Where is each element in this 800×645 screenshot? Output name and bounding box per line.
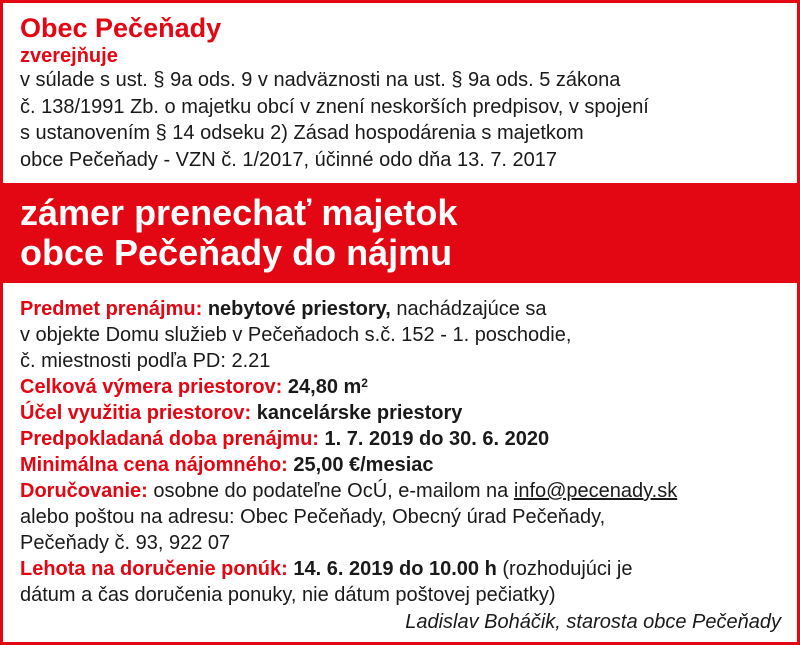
delivery-text: osobne do podateľne OcÚ, e-mailom na xyxy=(153,480,509,502)
purpose-label: Účel využitia priestorov: xyxy=(20,402,252,424)
legal-basis-line: obce Pečeňady - VZN č. 1/2017, účinné odo dňa 13. 7. 2017 xyxy=(20,148,558,171)
deadline-value: 14. 6. 2019 do 10.00 h xyxy=(293,558,497,580)
deadline-row xyxy=(20,556,787,582)
price-value: 25,00 €/mesiac xyxy=(293,454,434,476)
delivery-row xyxy=(20,478,787,504)
signature: Ladislav Boháčik, starosta obce Pečeňady xyxy=(405,611,781,633)
area-label: Celková výmera priestorov: xyxy=(20,376,283,398)
legal-basis-line: v súlade s ust. § 9a ods. 9 v nadväznosti na ust. § 9a ods. 5 zákona xyxy=(20,69,621,91)
delivery-address: alebo poštou na adresu: Obec Pečeňady, Obecný úrad Pečeňady, xyxy=(20,506,606,528)
banner-title-line: zámer prenechať majetok xyxy=(20,192,458,233)
purpose-value: kancelárske priestory xyxy=(256,402,463,424)
deadline-note: (rozhodujúci je xyxy=(502,558,633,580)
banner-title-line: obce Pečeňady do nájmu xyxy=(20,232,453,273)
legal-basis-line: č. 138/1991 Zb. o majetku obcí v znení neskorších predpisov, v spojení xyxy=(20,95,649,118)
deadline-note-continued: dátum a čas doručenia ponuky, nie dátum poštovej pečiatky) xyxy=(20,584,556,606)
notice-header xyxy=(20,11,787,173)
intent-banner xyxy=(3,183,797,283)
area-row xyxy=(20,374,787,400)
subject-room: č. miestnosti podľa PD: 2.21 xyxy=(20,350,271,372)
area-number: 24,80 m xyxy=(287,376,362,398)
lease-details xyxy=(20,296,787,608)
period-label: Predpokladaná doba prenájmu: xyxy=(20,428,319,450)
publishes-verb: zverejňuje xyxy=(20,45,118,67)
delivery-address-postal: Pečeňady č. 93, 922 07 xyxy=(20,532,231,554)
subject-location: v objekte Domu služieb v Pečeňadoch s.č. 152 - 1. poschodie, xyxy=(20,324,572,346)
period-value: 1. 7. 2019 do 30. 6. 2020 xyxy=(324,428,550,450)
area-value xyxy=(288,376,368,398)
org-name: Obec Pečeňady xyxy=(20,13,222,43)
subject-label: Predmet prenájmu: xyxy=(20,298,203,320)
subject-value-rest: nachádzajúce sa xyxy=(396,298,547,320)
purpose-row xyxy=(20,400,787,426)
period-row xyxy=(20,426,787,452)
email-link[interactable]: info@pecenady.sk xyxy=(513,480,678,502)
legal-basis-line: s ustanovením § 14 odseku 2) Zásad hospodárenia s majetkom xyxy=(20,122,584,144)
price-row xyxy=(20,452,787,478)
price-label: Minimálna cena nájomného: xyxy=(20,454,288,476)
subject-row xyxy=(20,296,787,322)
area-unit-exponent: 2 xyxy=(361,376,368,390)
subject-value: nebytové priestory, xyxy=(207,298,391,320)
delivery-label: Doručovanie: xyxy=(20,480,148,502)
deadline-label: Lehota na doručenie ponúk: xyxy=(20,558,288,580)
